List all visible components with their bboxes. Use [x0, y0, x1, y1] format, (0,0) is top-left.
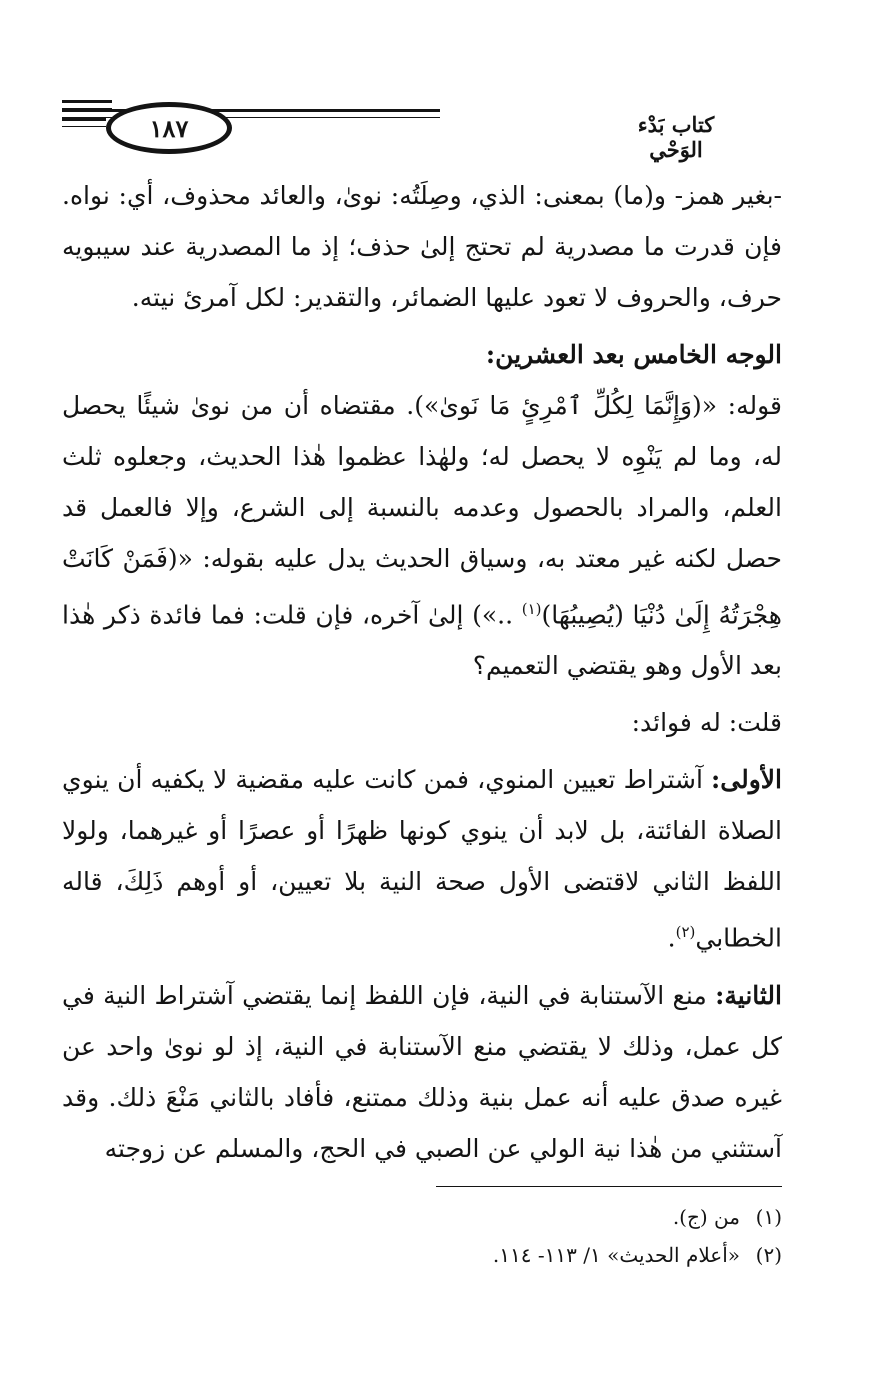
section-heading: الوجه الخامس بعد العشرين: [485, 340, 782, 369]
footnote-1 [62, 1198, 782, 1236]
paragraph-3: قلت: له فوائد: [631, 708, 782, 738]
paragraph-5 [62, 970, 782, 1174]
paragraph-4-end: . [667, 923, 676, 953]
footnote-separator [436, 1186, 782, 1187]
paragraph-4-text: آشتراط تعيين المنوي، فمن كانت عليه مقضية لا يكفيه أن ينوي الصلاة الفائتة، بل لابد أن ينوي كونها ظهرًا أو عصرًا أو غيرهما، ولولا اللفظ الثاني لاقتضى الأول صحة النية بلا تعيين، أو أوهم ذَلِكَ، قاله الخطابي [62, 765, 782, 953]
main-text [62, 170, 782, 1174]
paragraph-4-lead: الأولى: [711, 765, 782, 795]
paragraph-5-text: منع الآستنابة في النية، فإن اللفظ إنما يقتضي آشتراط النية في كل عمل، وذلك لا يقتضي منع الآستنابة في النية، إذ لو نوىٰ واحد عن غيره صدق عليه أنه عمل بنية وذلك ممتنع، فأفاد بالثاني مَنْعَ ذلك. وقد آستثني من هٰذا نية الولي عن الصبي في الحج، والمسلم عن زوجته [62, 980, 782, 1163]
header-rule-left [62, 100, 112, 109]
footnote-2 [62, 1236, 782, 1274]
footnote-2-text: «أعلام الحديث» ١/ ١١٣- ١١٤. [492, 1243, 740, 1267]
page-number: ١٨٧ [106, 102, 232, 154]
header-rule-right [62, 118, 106, 127]
footnote-1-text: من (ج). [672, 1205, 740, 1229]
footnote-ref-2: (٢) [675, 923, 696, 942]
running-title: كتاب بَدْء الوَحْي [637, 112, 715, 162]
paragraph-4 [62, 754, 782, 963]
footnotes [62, 1198, 782, 1274]
paragraph-1: -بغير همز- و(ما) بمعنى: الذي، وصِلَتُه: نوىٰ، والعائد محذوف، أي: نواه. فإن قدرت ما مصدرية لم تحتج إلىٰ حذف؛ إذ ما المصدرية عند سيبويه حرف، والحروف لا تعود عليها الضمائر، والتقدير: لكل آمرئ نيته. [62, 181, 782, 312]
paragraph-5-lead: الثانية: [715, 980, 782, 1010]
paragraph-2 [62, 380, 782, 691]
footnote-1-number: (١) [755, 1205, 782, 1229]
footnote-ref-1: (١) [521, 600, 542, 618]
paragraph-2-text: قوله: «(وَإِنَّمَا لِكُلِّ ٱمْرِئٍ مَا نَوىٰ»). مقتضاه أن من نوىٰ شيئًا يحصل له، وما لم يَنْوِه لا يحصل له؛ ولهٰذا عظموا هٰذا الحديث، وجعلوه ثلث العلم، والمراد بالحصول وعدمه بالنسبة إلى الشرع، وإلا فالعمل قد حصل لكنه غير معتد به، وسياق الحديث يدل عليه بقوله: «(فَمَنْ كَانَتْ هِجْرَتُهُ إِلَىٰ دُنْيَا (يُصِيبُهَا) [62, 391, 782, 630]
footnote-2-number: (٢) [755, 1243, 782, 1267]
paragraph-2-end: ..») إلىٰ آخره، فإن قلت: فما فائدة ذكر هٰذا بعد الأول وهو يقتضي التعميم؟ [62, 600, 782, 681]
page-header [62, 100, 784, 162]
